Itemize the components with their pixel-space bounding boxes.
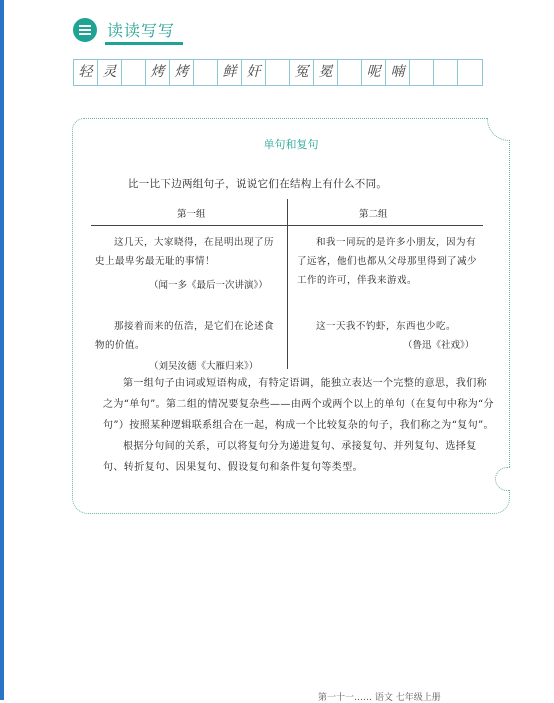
group1-source-1: （闻一多《最后一次讲演》）	[149, 280, 268, 291]
group2-sentence-2: 这一天我不钓虾，东西也少吃。	[316, 321, 457, 332]
group2-heading: 第二组	[359, 209, 388, 220]
grammar-card	[72, 118, 510, 514]
grid-cell: 奸	[242, 60, 266, 85]
grid-cell: 冤	[290, 60, 314, 85]
grid-cell	[266, 60, 290, 85]
group1-heading: 第一组	[177, 209, 206, 220]
group1-sentence-2: 那接着而来的伍浩，是它们在论述食物的价值。	[95, 321, 275, 351]
card-notch-bottom	[495, 467, 510, 491]
grid-cell	[194, 60, 218, 85]
grid-cell	[338, 60, 362, 85]
group1-source-2: （刘吴汝德《大雁归来》）	[149, 361, 259, 372]
writing-grid	[73, 59, 483, 86]
grid-cell	[410, 60, 434, 85]
grid-cell: 鲜	[218, 60, 242, 85]
group2-source-2: （鲁迅《社戏》）	[403, 340, 475, 351]
card-title: 单句和复句	[263, 138, 319, 151]
page-footer: 第一十一…… 语文 七年级上册	[318, 693, 441, 703]
grid-cell: 轻	[74, 60, 98, 85]
intro-text: 比一比下边两组句子，说说它们在结构上有什么不同。	[128, 178, 388, 190]
grid-cell: 呢	[362, 60, 386, 85]
grid-cell: 烤	[170, 60, 194, 85]
grid-cell	[434, 60, 458, 85]
grid-cell: 喃	[386, 60, 410, 85]
grid-cell	[122, 60, 146, 85]
explanation-paragraph-1: 第一组句子由词或短语构成，有特定语调，能独立表达一个完整的意思，我们称之为“单句”。第二组的情况要复杂些——由两个或两个以上的单句（在复句中称为“分句”）按照某种逻辑联系组合在一起，构成一个比较复杂的句子，我们称之为“复句”。	[103, 378, 494, 431]
explanation-text	[103, 373, 497, 478]
group1-sentence-1: 这几天，大家晓得，在昆明出现了历史上最卑劣最无耻的事情！	[95, 237, 275, 267]
group2-sentence-1: 和我一同玩的是许多小朋友，因为有了远客，他们也都从父母那里得到了减少工作的许可，伴我来游戏。	[297, 237, 478, 286]
grid-cell	[458, 60, 482, 85]
left-edge-rule	[0, 0, 4, 700]
section-title: 读读写写	[107, 21, 176, 40]
title-underline	[105, 42, 183, 45]
explanation-paragraph-2: 根据分句间的关系，可以将复句分为递进复句、承接复句、并列复句、选择复句、转折复句、因果复句、假设复句和条件复句等类型。	[103, 441, 477, 473]
grid-cell: 冕	[314, 60, 338, 85]
grid-cell: 灵	[98, 60, 122, 85]
list-icon	[73, 18, 97, 42]
grid-cell: 烤	[146, 60, 170, 85]
table-rule	[91, 225, 483, 226]
